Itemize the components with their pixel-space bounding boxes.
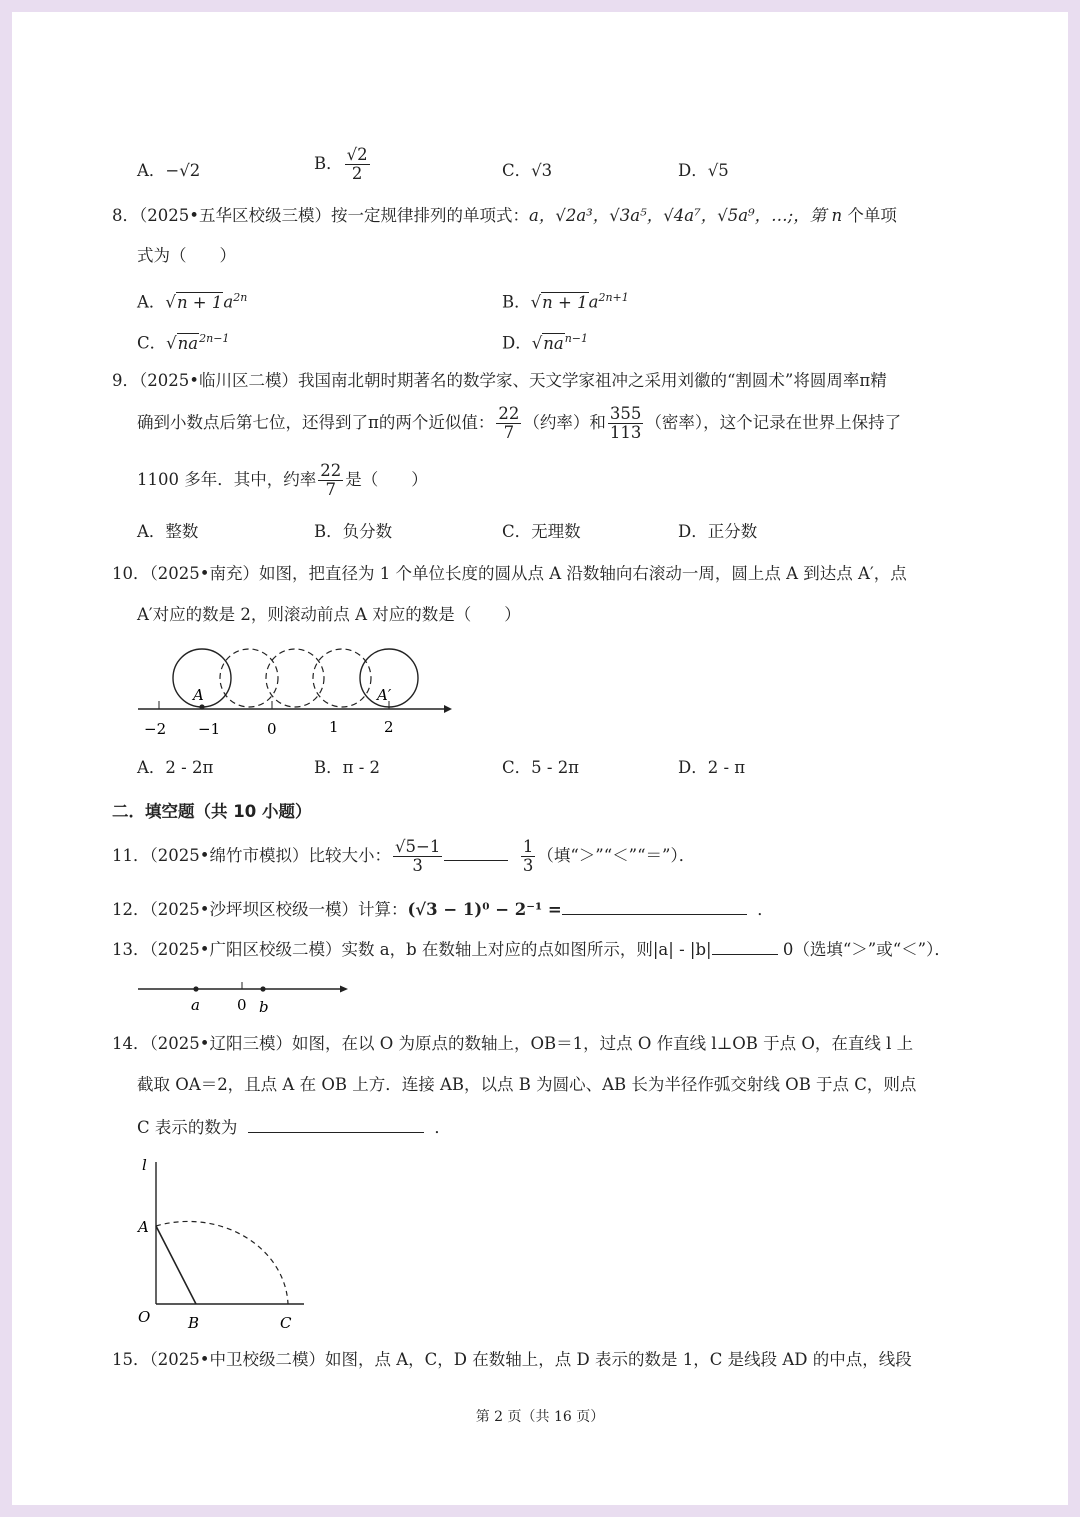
page-footer: 第 2 页（共 16 页）: [475, 1409, 605, 1425]
q10-rolling-circle-figure: [132, 640, 452, 750]
label-l: l: [142, 1156, 147, 1174]
q13-answer-blank[interactable]: [712, 936, 778, 955]
q10-option-c: C．5 - 2π: [502, 758, 580, 777]
point-a-dot: [199, 704, 204, 709]
q12-stem: 12．（2025•沙坪坝区校级一模）计算：(√3 − 1)⁰ − 2⁻¹ = ．: [112, 896, 774, 922]
label-b: B: [188, 1314, 200, 1332]
label-0: 0: [237, 996, 247, 1014]
section-title-fill-in: 二．填空题（共 10 小题）: [112, 802, 312, 821]
label-b: b: [259, 998, 269, 1016]
tick-label-2: 2: [384, 718, 394, 736]
q7-option-d: D．√5: [678, 161, 729, 180]
tick-label-neg2: −2: [144, 720, 167, 738]
tick-label-1: 1: [329, 718, 339, 736]
q9-option-c: C．无理数: [502, 522, 581, 541]
q9-stem-line2: 确到小数点后第七位，还得到了π的两个近似值： $\frac{22}{7}$ （约率）和 $\frac{355}{113}$ （密率），这个记录在世界上保持了: [137, 404, 902, 443]
q7-option-c: C．√3: [502, 161, 553, 180]
q10-option-b: B．π - 2: [314, 758, 381, 777]
q8-stem-line1: 8．（2025•五华区校级三模）按一定规律排列的单项式：a，√2a³，√3a⁵，√4a⁷，√5a⁹，…;，第 n 个单项: [112, 206, 897, 225]
dashed-circle-3: [313, 649, 371, 707]
q11-stem: 11．（2025•绵竹市模拟）比较大小： $\frac{√5-1}{3}$ $\frac{1}{3}$ （填“＞”“＜”“＝”）．: [112, 837, 696, 876]
dashed-arc: [156, 1221, 288, 1304]
q10-option-d: D．2 - π: [678, 758, 746, 777]
q14-answer-blank[interactable]: [248, 1114, 424, 1133]
tick-label-0: 0: [267, 720, 277, 738]
label-a: A: [138, 1218, 149, 1236]
q10-stem-line2: A′对应的数是 2，则滚动前点 A 对应的数是（ ）: [137, 605, 521, 624]
q12-answer-blank[interactable]: [562, 896, 747, 915]
number-line-arrow: [340, 986, 348, 993]
q10-stem-line1: 10．（2025•南充）如图，把直径为 1 个单位长度的圆从点 A 沿数轴向右滚动一周，圆上点 A 到达点 A′，点: [112, 564, 907, 583]
q15-stem-line1: 15．（2025•中卫校级二模）如图，点 A，C，D 在数轴上，点 D 表示的数是 1，C 是线段 AD 的中点，线段: [112, 1350, 912, 1369]
label-a-prime: A′: [377, 686, 392, 704]
q14-stem-line2: 截取 OA＝2，且点 A 在 OB 上方．连接 AB，以点 B 为圆心、AB 长为半径作弧交射线 OB 于点 C，则点: [137, 1075, 917, 1094]
point-a-dot: [193, 986, 198, 991]
q8-option-c: C．$√na^{2n-1}$: [137, 332, 230, 353]
number-line-arrow: [444, 705, 452, 713]
q9-stem-line3: 1100 多年．其中，约率 $\frac{22}{7}$ 是（ ）: [137, 461, 428, 500]
q14-arc-figure: [130, 1154, 320, 1342]
q9-option-d: D．正分数: [678, 522, 758, 541]
q9-option-a: A．整数: [137, 522, 199, 541]
q9-option-b: B．负分数: [314, 522, 393, 541]
q7-option-b: B． $\frac{√2}{2}$: [314, 145, 368, 184]
dashed-circle-2: [266, 649, 324, 707]
tick-label-neg1: −1: [198, 720, 221, 738]
dashed-circle-1: [220, 649, 278, 707]
q8-stem-line2: 式为（ ）: [137, 246, 236, 265]
q13-number-line-figure: [134, 976, 364, 1016]
point-b-dot: [260, 986, 265, 991]
exam-page: [12, 12, 1068, 1505]
q10-option-a: A．2 - 2π: [137, 758, 214, 777]
q8-option-a: A．$√n + 1a^{2n}$: [137, 291, 248, 312]
q14-stem-line1: 14．（2025•辽阳三模）如图，在以 O 为原点的数轴上，OB＝1，过点 O 作直线 l⊥OB 于点 O，在直线 l 上: [112, 1034, 914, 1053]
q9-stem-line1: 9．（2025•临川区二模）我国南北朝时期著名的数学家、天文学家祖冲之采用刘徽的“割圆术”将圆周率π精: [112, 371, 887, 390]
q14-stem-line3: C 表示的数为 ．: [137, 1114, 451, 1140]
q7-option-a: A．−√2: [137, 161, 201, 180]
label-c: C: [280, 1314, 292, 1332]
q11-answer-blank[interactable]: [444, 842, 508, 861]
q13-stem: 13．（2025•广阳区校级二模）实数 a，b 在数轴上对应的点如图所示，则|a| - |b| 0（选填“＞”或“＜”）．: [112, 936, 951, 962]
label-o: O: [138, 1308, 151, 1326]
label-a: a: [191, 996, 200, 1014]
q8-option-d: D．$√na^{n-1}$: [502, 332, 589, 353]
q8-option-b: B．$√n + 1a^{2n+1}$: [502, 291, 629, 312]
label-a: A: [193, 686, 204, 704]
segment-ab: [156, 1226, 196, 1304]
